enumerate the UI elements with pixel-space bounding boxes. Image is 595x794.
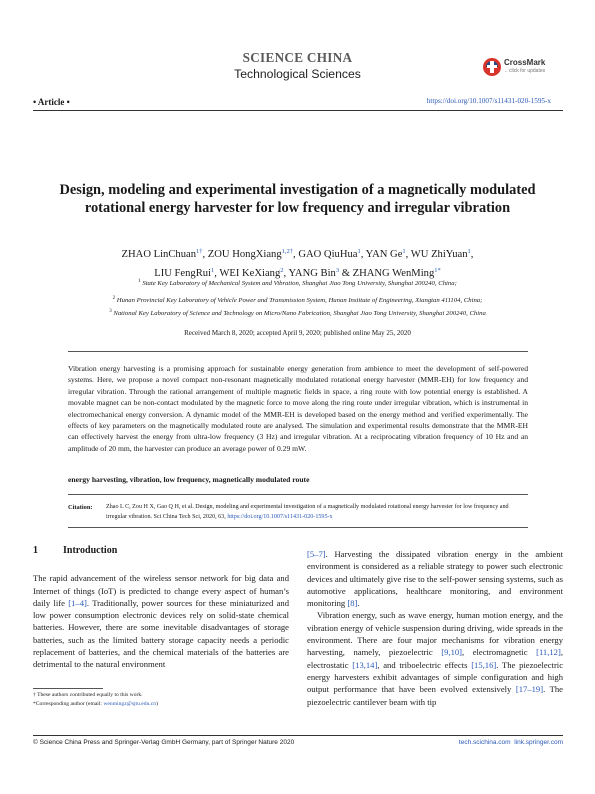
- author-separator: &: [339, 268, 353, 279]
- footnote-corresponding: *Corresponding author (email: wenmingz@sjtu.edu.cn): [33, 701, 158, 707]
- author-name: YAN Ge: [365, 249, 403, 260]
- keywords: energy harvesting, vibration, low frequency, magnetically modulated route: [68, 475, 310, 484]
- reference-link[interactable]: [1–4]: [68, 597, 87, 608]
- crossmark-label: CrossMark: [504, 58, 546, 67]
- body-text: .: [357, 598, 360, 609]
- author-line-1: [40, 244, 555, 263]
- author-name: ZOU HongXiang: [207, 249, 282, 260]
- received-dates: Received March 8, 2020; accepted April 9, 2020; published online May 25, 2020: [184, 329, 411, 337]
- crossmark-badge[interactable]: [482, 56, 562, 80]
- author-separator: ,: [405, 249, 411, 260]
- author-name: WEI KeXiang: [219, 268, 281, 279]
- author-affiliation-marker: 1*: [434, 267, 441, 274]
- author-affiliation-marker: 1: [402, 248, 406, 255]
- citation-label: Citation:: [68, 504, 93, 511]
- author-separator: ,: [360, 249, 366, 260]
- body-text: , electromagnetic: [462, 647, 537, 658]
- author-affiliation-marker: 3: [335, 267, 340, 274]
- author-affiliation-marker: 1,2†: [281, 248, 294, 255]
- header-rule: [33, 110, 563, 111]
- section-heading: 1 Introduction: [33, 545, 118, 556]
- corresponding-email-link[interactable]: wenmingz@sjtu.edu.cn: [103, 701, 157, 707]
- author-name: WU ZhiYuan: [410, 249, 468, 260]
- crossmark-icon: [482, 56, 502, 78]
- author-separator: ,: [293, 249, 299, 260]
- crossmark-sub: ←click for updates: [504, 68, 546, 74]
- affiliation-2: $^2$ Hunan Provincial Key Laboratory of Vehicle Power and Transmission System, Hunan Institute of Engineering, Xiangtan 411104, China;: [112, 296, 483, 304]
- footnote-equal-contribution: † These authors contributed equally to this work.: [33, 692, 143, 698]
- reference-link[interactable]: [17–19]: [515, 684, 544, 695]
- author-name: LIU FengRui: [154, 268, 212, 279]
- author-name: YANG Bin: [288, 268, 336, 279]
- citation-doi-link[interactable]: https://doi.org/10.1007/s11431-020-1595-x: [227, 513, 333, 520]
- reference-link[interactable]: [15,16]: [471, 659, 497, 670]
- author-affiliation-marker: 1: [357, 248, 361, 255]
- author-affiliation-marker: 1: [467, 248, 471, 255]
- keywords-rule: [68, 494, 528, 495]
- author-affiliation-marker: 2: [280, 267, 284, 274]
- doi-link[interactable]: https://doi.org/10.1007/s11431-020-1595-x: [426, 97, 551, 105]
- reference-link[interactable]: [5–7]: [307, 549, 326, 559]
- abstract-top-rule: [68, 351, 528, 352]
- body-text: , electrostatic: [307, 647, 563, 670]
- article-type: • Article •: [33, 97, 70, 107]
- author-affiliation-marker: 1†: [196, 248, 203, 255]
- left-column: [33, 545, 289, 671]
- reference-link[interactable]: [9,10]: [441, 647, 463, 658]
- affiliation-3: $^3$ National Key Laboratory of Science and Technology on Micro/Nano Fabrication, Shanghai Jiao Tong University, Shanghai 200240, China: [109, 309, 486, 317]
- author-affiliation-marker: 1: [211, 267, 215, 274]
- reference-link[interactable]: [11,12]: [536, 647, 561, 658]
- body-text: The rapid advancement of the wireless sensor network for big data and Internet of things (IoT) is predicted to change every aspect of human’s daily life: [33, 573, 289, 608]
- author-name: GAO QiuHua: [298, 249, 358, 260]
- footer-link-scichina[interactable]: tech.scichina.com: [458, 739, 511, 746]
- body-text: Vibration energy, such as wave energy, human motion energy, and the vibration energy of vehicle suspension during driving, wide spreads in the environment. There are four major mechanisms for vibration energy harvesting, namely, piezoelectric: [307, 610, 563, 658]
- footer-rule: [33, 735, 563, 736]
- reference-link[interactable]: [13,14]: [352, 659, 378, 670]
- affiliation-1: $^1$ State Key Laboratory of Mechanical System and Vibration, Shanghai Jiao Tong University, Shanghai 200240, China;: [138, 279, 457, 287]
- body-text: . Traditionally, power sources for these miniaturized and low power consumption electronic devices rely on solid-state chemical batteries. However, there are some inevitable disadvantages of storage batteries, such as the limited battery storage capacity needs a periodic replacement of batteries, and the chemical materials of the batteries are detrimental to the natural environment: [33, 597, 289, 670]
- author-separator: ,: [283, 268, 289, 279]
- body-text: . The piezoelectric cantilever beam with tip: [307, 684, 563, 707]
- copyright: © Science China Press and Springer-Verlag GmbH Germany, part of Springer Nature 2020: [33, 739, 295, 746]
- paper-title: Design, modeling and experimental investigation of a magnetically modulated rotational energy harvester for low frequency and irregular vibration: [59, 182, 536, 216]
- body-text: , and triboelectric effects: [377, 659, 472, 670]
- citation: Zhao L C, Zou H X, Gao Q H, et al. Design, modeling and experimental investigation of a magnetically modulated rotational energy harvester for low frequency and irregular vibration. Sci China Tech Sci, 2020, 63, https://doi.org/10.1007/s11431-020-1595-x: [106, 504, 509, 520]
- footnote-rule: [33, 688, 103, 689]
- author-name: ZHANG WenMing: [352, 268, 435, 279]
- citation-rule: [68, 527, 528, 528]
- intro-paragraph-1-cont: [307, 548, 563, 609]
- abstract: Vibration energy harvesting is a promising approach for sustainable energy generation from ambience to meet the development of self-powered systems. Here, we propose a novel compact non-resonant magnetically modulated rotational energy harvester (MMR-EH) for low frequency and irregular vibration. Through the rational arrangement of multiple magnetic fields in space, a ring route with low potential energy is established. A movable magnet can be non-contact modulated by the magnetic force to move along the ring route under irregular vibration, which is instrumental in electromechanical energy conversion. A dynamic model of the MMR-EH is developed based on the energy method and verified experimentally. The effects of key parameters on the magnetically modulated route are analysed. The simulation and experimental results demonstrate that the MMR-EH can effectively harvest the energy from ultra-low frequency (3 Hz) and irregular vibration. At a reciprocating vibration frequency of 10 Hz and an amplitude of 20 mm, the harvester can produce an average power of 0.29 mW.: [68, 364, 528, 453]
- author-name: ZHAO LinChuan: [121, 249, 196, 260]
- footer-link-springer[interactable]: link.springer.com: [514, 739, 563, 746]
- footer-links: [459, 739, 563, 746]
- intro-paragraph-1: [33, 572, 289, 670]
- journal-name: SCIENCE CHINA: [242, 50, 353, 65]
- author-separator: ,: [202, 249, 208, 260]
- right-column: [307, 548, 563, 708]
- author-list: [40, 244, 555, 282]
- author-separator: ,: [214, 268, 220, 279]
- body-text: . Harvesting the dissipated vibration energy in the ambient environment is considered as a reliable strategy to power such electronic devices and ultimately give rise to the self-power sensing systems, such as automotive applications, healthcare monitoring, and environment monitoring: [307, 549, 563, 609]
- author-separator: ,: [470, 249, 474, 260]
- reference-link[interactable]: [8]: [347, 598, 358, 609]
- journal-subtitle: Technological Sciences: [234, 67, 361, 81]
- body-text: . The piezoelectric energy harvesters exhibit advantages of simple configuration and high output performance that have been evolved extensively: [307, 659, 564, 695]
- intro-paragraph-2: [307, 609, 563, 707]
